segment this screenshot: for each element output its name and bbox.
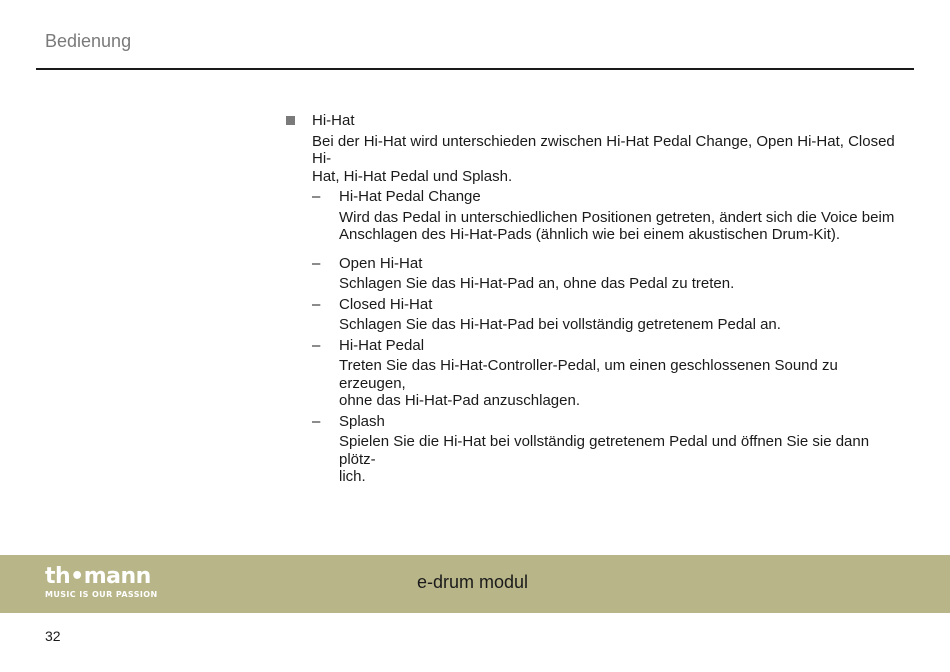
item-text: lich. [339, 468, 366, 485]
dash-bullet: – [312, 412, 321, 430]
list-item [286, 337, 908, 410]
section-heading: Hi-Hat [312, 112, 355, 129]
item-text: Schlagen Sie das Hi-Hat-Pad an, ohne das Pedal zu treten. [339, 275, 735, 292]
logo-wordmark: th•mann [45, 564, 151, 589]
list-item [286, 188, 908, 244]
item-title: Hi-Hat Pedal [339, 336, 425, 354]
item-title: Closed Hi-Hat [339, 295, 433, 313]
intro-line: Hat, Hi-Hat Pedal und Splash. [312, 167, 513, 185]
item-title: Hi-Hat Pedal Change [339, 188, 481, 205]
item-title: Splash [339, 412, 385, 430]
dash-bullet: – [312, 254, 321, 272]
dash-bullet: – [312, 336, 321, 354]
thomann-logo [45, 566, 158, 600]
item-text: ohne das Hi-Hat-Pad anzuschlagen. [339, 392, 580, 409]
item-text: Treten Sie das Hi-Hat-Controller-Pedal, um einen geschlossenen Sound zu erzeugen, [339, 357, 838, 392]
product-name: e-drum modul [417, 572, 529, 592]
item-text: Anschlagen des Hi-Hat-Pads (ähnlich wie bei einem akustischen Drum-Kit). [339, 226, 841, 243]
item-title: Open Hi-Hat [339, 254, 423, 272]
item-text: Wird das Pedal in unterschiedlichen Positionen getreten, ändert sich die Voice beim [339, 208, 895, 226]
intro-line: Bei der Hi-Hat wird unterschieden zwischen Hi-Hat Pedal Change, Open Hi-Hat, Closed Hi- [312, 132, 895, 167]
list-item [286, 255, 908, 293]
hi-hat-section [286, 112, 908, 185]
page-number: 32 [45, 628, 61, 644]
square-bullet-icon [286, 116, 295, 125]
list-item [286, 296, 908, 334]
main-content [286, 112, 908, 486]
item-text: Spielen Sie die Hi-Hat bei vollständig getretenem Pedal und öffnen Sie sie dann plötz- [339, 433, 870, 468]
dash-bullet: – [312, 188, 321, 205]
logo-tagline: MUSIC IS OUR PASSION [45, 590, 158, 599]
item-text: Schlagen Sie das Hi-Hat-Pad bei vollständig getretenem Pedal an. [339, 316, 781, 333]
page-header-title: Bedienung [45, 31, 132, 51]
list-item [286, 413, 908, 486]
header-divider [36, 68, 914, 70]
dash-bullet: – [312, 295, 321, 313]
